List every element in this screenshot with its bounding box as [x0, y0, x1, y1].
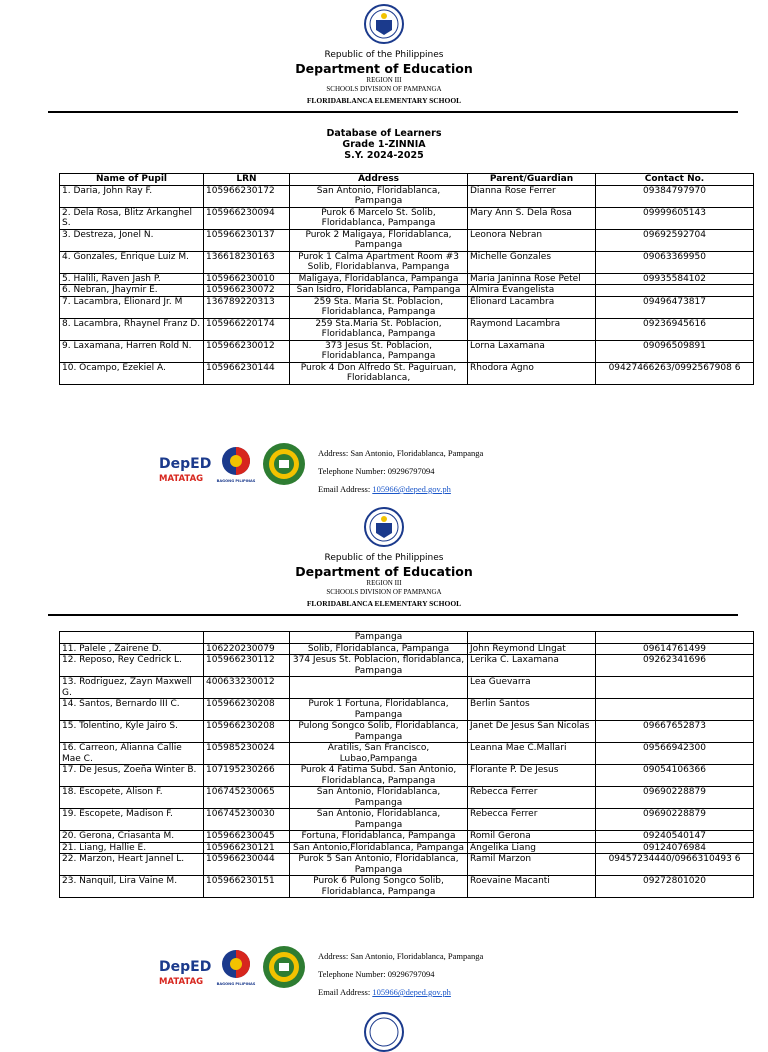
table-row	[60, 207, 754, 229]
svg-text:DepED: DepED	[159, 456, 212, 472]
school-name: FLORIDABLANCA ELEMENTARY SCHOOL	[306, 599, 462, 608]
cell-lrn: 106220230079	[204, 643, 290, 655]
table-row	[60, 809, 754, 831]
table-row	[60, 362, 754, 384]
col-header-name: Name of Pupil	[60, 174, 204, 186]
cell-name: 18. Escopete, Alison F.	[60, 787, 204, 809]
cell-name: 14. Santos, Bernardo III C.	[60, 699, 204, 721]
cell-address: 374 Jesus St. Poblacion, floridablanca, Pampanga	[290, 655, 468, 677]
bagong-pilipinas-logo-icon	[216, 444, 256, 484]
cell-name: 7. Lacambra, Elionard Jr. M	[60, 296, 204, 318]
cell-name: 11. Palele , Zairene D.	[60, 643, 204, 655]
footer-email-label: Email Address:	[318, 484, 373, 494]
svg-text:MATATAG: MATATAG	[159, 474, 204, 484]
footer-address: Address: San Antonio, Floridablanca, Pampanga	[318, 951, 484, 961]
learners-table-page-1	[59, 173, 754, 385]
deped-matatag-logo-icon	[158, 949, 212, 989]
cell-lrn: 105966230010	[204, 273, 290, 285]
cell-contact: 09935584102	[596, 273, 754, 285]
deped-seal-icon	[364, 507, 404, 547]
cell-lrn: 105966230112	[204, 655, 290, 677]
cell-name: 19. Escopete, Madison F.	[60, 809, 204, 831]
cell-lrn: 136789220313	[204, 296, 290, 318]
cell-parent: Rebecca Ferrer	[468, 787, 596, 809]
cell-parent: Raymond Lacambra	[468, 318, 596, 340]
school-logo-icon	[262, 945, 306, 989]
cell-lrn: 106745230030	[204, 809, 290, 831]
table-row	[60, 229, 754, 251]
cell-address: Purok 4 Don Alfredo St. Paguiruan, Floridablanca,	[290, 362, 468, 384]
svg-text:BAGONG PILIPINAS: BAGONG PILIPINAS	[216, 982, 256, 986]
cell-parent: John Reymond LIngat	[468, 643, 596, 655]
cell-name: 22. Marzon, Heart Jannel L.	[60, 854, 204, 876]
table-row	[60, 677, 754, 699]
table-row	[60, 296, 754, 318]
cell-lrn: 105966230094	[204, 207, 290, 229]
cell-parent: Florante P. De Jesus	[468, 765, 596, 787]
svg-text:MATATAG: MATATAG	[159, 977, 204, 987]
header-rule	[48, 614, 738, 616]
header-rule	[48, 111, 738, 113]
cell-name: 9. Laxamana, Harren Rold N.	[60, 340, 204, 362]
cell-contact	[596, 677, 754, 699]
cell-name: 16. Carreon, Alianna Callie Mae C.	[60, 743, 204, 765]
cell-name: 15. Tolentino, Kyle Jairo S.	[60, 721, 204, 743]
table-row	[60, 876, 754, 898]
cell-parent: Lerika C. Laxamana	[468, 655, 596, 677]
cell-lrn: 105966230012	[204, 340, 290, 362]
cell-address: Fortuna, Floridablanca, Pampanga	[290, 831, 468, 843]
doc-grade: Grade 1-ZINNIA	[342, 139, 426, 150]
cell-lrn: 107195230266	[204, 765, 290, 787]
cell-address: Pulong Songco Solib, Floridablanca, Pampanga	[290, 721, 468, 743]
cell-name: 23. Nanquil, Lira Vaine M.	[60, 876, 204, 898]
cell-parent: Rebecca Ferrer	[468, 809, 596, 831]
cell-address: Solib, Floridablanca, Pampanga	[290, 643, 468, 655]
footer-email-link[interactable]: 105966@deped.gov.ph	[372, 987, 451, 997]
cell-contact: 09614761499	[596, 643, 754, 655]
deped-seal-icon	[364, 4, 404, 44]
table-row	[60, 643, 754, 655]
cell-address: 259 Sta.Maria St. Poblacion, Floridablanca, Pampanga	[290, 318, 468, 340]
cell-lrn: 136618230163	[204, 251, 290, 273]
cell-name: 3. Destreza, Jonel N.	[60, 229, 204, 251]
cell-lrn: 105966220174	[204, 318, 290, 340]
cell-parent: Leonora Nebran	[468, 229, 596, 251]
table-row-continuation	[60, 632, 754, 644]
cell-address: 259 Sta. Maria St. Poblacion, Floridablanca, Pampanga	[290, 296, 468, 318]
table-row	[60, 251, 754, 273]
col-header-lrn: LRN	[204, 174, 290, 186]
cell-contact: 09566942300	[596, 743, 754, 765]
cell-lrn: 105966230045	[204, 831, 290, 843]
republic-line: Republic of the Philippines	[324, 50, 444, 60]
cell-contact	[596, 699, 754, 721]
footer-email-line	[318, 480, 483, 498]
cell-address-continuation: Pampanga	[290, 632, 468, 644]
cell-contact: 09124076984	[596, 842, 754, 854]
cell-parent: Dianna Rose Ferrer	[468, 185, 596, 207]
doc-school-year: S.Y. 2024-2025	[344, 150, 424, 161]
svg-text:DepED: DepED	[159, 959, 212, 975]
footer-page-2	[0, 945, 768, 995]
table-row	[60, 285, 754, 297]
division-line: SCHOOLS DIVISION OF PAMPANGA	[326, 588, 442, 596]
cell-parent: Leanna Mae C.Mallari	[468, 743, 596, 765]
cell-lrn: 105966230044	[204, 854, 290, 876]
cell-address: San Isidro, Floridablanca, Pampanga	[290, 285, 468, 297]
table-row	[60, 787, 754, 809]
cell-parent: Mary Ann S. Dela Rosa	[468, 207, 596, 229]
republic-line: Republic of the Philippines	[324, 553, 444, 563]
cell-contact: 09690228879	[596, 787, 754, 809]
table-row	[60, 699, 754, 721]
table-row	[60, 721, 754, 743]
cell-contact: 09236945616	[596, 318, 754, 340]
cell-lrn: 105966230144	[204, 362, 290, 384]
cell-contact: 09262341696	[596, 655, 754, 677]
table-row	[60, 273, 754, 285]
cell-name: 13. Rodriguez, Zayn Maxwell G.	[60, 677, 204, 699]
table-row	[60, 854, 754, 876]
cell-lrn: 105966230151	[204, 876, 290, 898]
cell-address: Purok 5 San Antonio, Floridablanca, Pampanga	[290, 854, 468, 876]
table-row	[60, 842, 754, 854]
cell-parent: Almira Evangelista	[468, 285, 596, 297]
footer-address: Address: San Antonio, Floridablanca, Pampanga	[318, 448, 484, 458]
cell-address: San Antonio,Floridablanca, Pampanga	[290, 842, 468, 854]
table-row	[60, 655, 754, 677]
cell-parent: Roevaine Macanti	[468, 876, 596, 898]
cell-name: 4. Gonzales, Enrique Luiz M.	[60, 251, 204, 273]
cell-name: 8. Lacambra, Rhaynel Franz D.	[60, 318, 204, 340]
region-line: REGION III	[366, 579, 402, 587]
cell-name: 2. Dela Rosa, Blitz Arkanghel S.	[60, 207, 204, 229]
cell-parent: Janet De Jesus San Nicolas	[468, 721, 596, 743]
division-line: SCHOOLS DIVISION OF PAMPANGA	[326, 85, 442, 93]
cell-lrn: 105966230137	[204, 229, 290, 251]
school-name: FLORIDABLANCA ELEMENTARY SCHOOL	[306, 96, 462, 105]
cell-address: Purok 6 Marcelo St. Solib, Floridablanca, Pampanga	[290, 207, 468, 229]
cell-parent: Romil Gerona	[468, 831, 596, 843]
bagong-pilipinas-logo-icon	[216, 947, 256, 987]
deped-seal-icon	[364, 1012, 404, 1052]
cell-address: Purok 1 Fortuna, Floridablanca, Pampanga	[290, 699, 468, 721]
cell-address: San Antonio, Floridablanca, Pampanga	[290, 809, 468, 831]
cell-contact: 09999605143	[596, 207, 754, 229]
cell-lrn: 105966230208	[204, 721, 290, 743]
table-row	[60, 340, 754, 362]
table-row	[60, 743, 754, 765]
department-title: Department of Education	[295, 564, 473, 579]
footer-page-1	[0, 442, 768, 492]
cell-lrn: 105966230121	[204, 842, 290, 854]
cell-lrn: 105966230172	[204, 185, 290, 207]
table-row	[60, 185, 754, 207]
cell-lrn: 106745230065	[204, 787, 290, 809]
cell-address: Purok 1 Calma Apartment Room #3 Solib, Floridablanva, Pampanga	[290, 251, 468, 273]
doc-title: Database of Learners	[326, 128, 442, 139]
cell-name: 17. De Jesus, Zoeña Winter B.	[60, 765, 204, 787]
cell-contact	[596, 285, 754, 297]
cell-contact: 09096509891	[596, 340, 754, 362]
col-header-contact: Contact No.	[596, 174, 754, 186]
cell-parent: Maria Janinna Rose Petel	[468, 273, 596, 285]
footer-email-link[interactable]: 105966@deped.gov.ph	[372, 484, 451, 494]
cell-contact: 09240540147	[596, 831, 754, 843]
cell-name: 1. Daria, John Ray F.	[60, 185, 204, 207]
cell-parent: Rhodora Agno	[468, 362, 596, 384]
cell-parent: Michelle Gonzales	[468, 251, 596, 273]
school-logo-icon	[262, 442, 306, 486]
cell-contact: 09496473817	[596, 296, 754, 318]
cell-lrn: 400633230012	[204, 677, 290, 699]
cell-address: Purok 4 Fatima Subd. San Antonio, Floridablanca, Pampanga	[290, 765, 468, 787]
department-title: Department of Education	[295, 61, 473, 76]
footer-email-line	[318, 983, 483, 1001]
deped-matatag-logo-icon	[158, 446, 212, 486]
cell-contact: 09054106366	[596, 765, 754, 787]
footer-email-label: Email Address:	[318, 987, 373, 997]
cell-name: 5. Halili, Raven Jash P.	[60, 273, 204, 285]
cell-address	[290, 677, 468, 699]
learners-table-page-2	[59, 631, 754, 898]
cell-name: 21. Liang, Hallie E.	[60, 842, 204, 854]
cell-address: 373 Jesus St. Poblacion, Floridablanca, Pampanga	[290, 340, 468, 362]
cell-parent: Lorna Laxamana	[468, 340, 596, 362]
footer-telephone: Telephone Number: 09296797094	[318, 969, 435, 979]
cell-lrn: 105985230024	[204, 743, 290, 765]
cell-lrn: 105966230208	[204, 699, 290, 721]
table-row	[60, 318, 754, 340]
cell-contact: 09690228879	[596, 809, 754, 831]
cell-address: Purok 6 Pulong Songco Solib, Floridablanca, Pampanga	[290, 876, 468, 898]
cell-address: San Antonio, Floridablanca, Pampanga	[290, 185, 468, 207]
col-header-parent: Parent/Guardian	[468, 174, 596, 186]
cell-parent: Elionard Lacambra	[468, 296, 596, 318]
cell-address: San Antonio, Floridablanca, Pampanga	[290, 787, 468, 809]
cell-name: 20. Gerona, Criasanta M.	[60, 831, 204, 843]
footer-telephone: Telephone Number: 09296797094	[318, 466, 435, 476]
svg-text:BAGONG PILIPINAS: BAGONG PILIPINAS	[216, 479, 256, 483]
cell-address: Purok 2 Maligaya, Floridablanca, Pampanga	[290, 229, 468, 251]
cell-contact: 09692592704	[596, 229, 754, 251]
cell-contact: 09272801020	[596, 876, 754, 898]
cell-parent: Berlin Santos	[468, 699, 596, 721]
cell-contact: 09667652873	[596, 721, 754, 743]
table-row	[60, 831, 754, 843]
table-header-row	[60, 174, 754, 186]
cell-address: Aratilis, San Francisco, Lubao,Pampanga	[290, 743, 468, 765]
region-line: REGION III	[366, 76, 402, 84]
cell-contact: 09427466263/0992567908 6	[596, 362, 754, 384]
cell-parent: Angelika Liang	[468, 842, 596, 854]
cell-parent: Lea Guevarra	[468, 677, 596, 699]
cell-parent: Ramil Marzon	[468, 854, 596, 876]
cell-name: 12. Reposo, Rey Cedrick L.	[60, 655, 204, 677]
cell-address: Maligaya, Floridablanca, Pampanga	[290, 273, 468, 285]
col-header-address: Address	[290, 174, 468, 186]
cell-name: 10. Ocampo, Ezekiel A.	[60, 362, 204, 384]
cell-contact: 09384797970	[596, 185, 754, 207]
cell-name: 6. Nebran, Jhaymir E.	[60, 285, 204, 297]
cell-contact: 09457234440/0966310493 6	[596, 854, 754, 876]
cell-lrn: 105966230072	[204, 285, 290, 297]
cell-contact: 09063369950	[596, 251, 754, 273]
table-row	[60, 765, 754, 787]
